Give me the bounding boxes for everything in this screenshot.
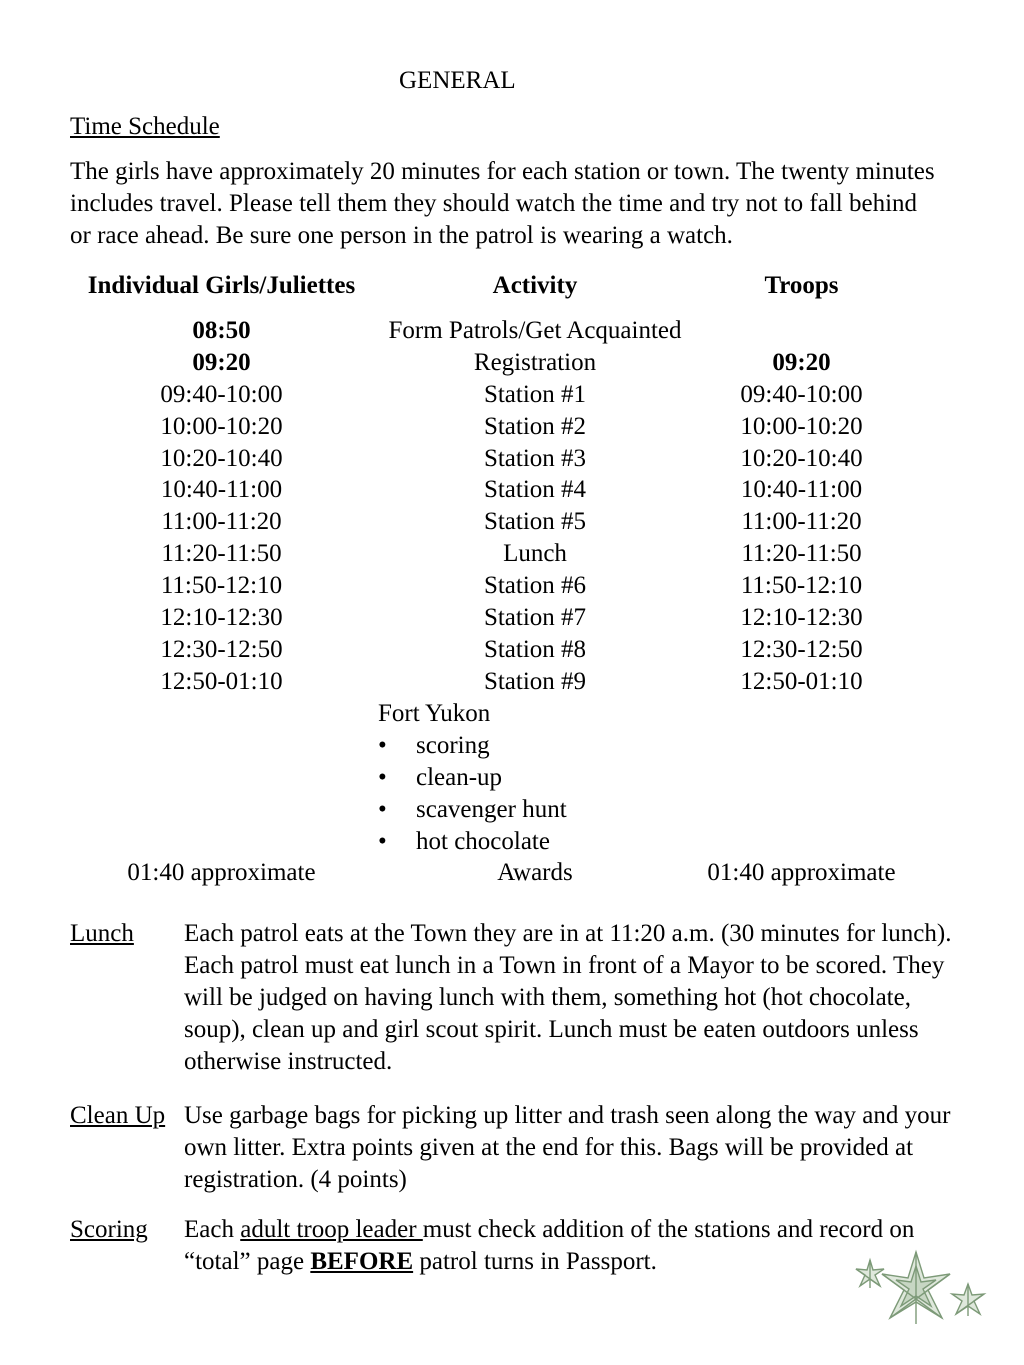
page-title: GENERAL — [399, 67, 516, 94]
scoring-text-2: must check addition of the stations and record on “total” page — [184, 1216, 915, 1275]
troops-time: 12:10-12:30 — [740, 604, 863, 632]
schedule-row — [0, 506, 1024, 538]
lunch-text: Each patrol eats at the Town they are in at 11:20 a.m. (30 minutes for lunch). Each patrol must eat lunch in a Town in front of a Mayor to be scored. They will be judged on having lunch with them, something hot (hot chocolate, soup), clean up and girl scout spirit. Lunch must be eaten outdoors unless otherwise instructed. — [184, 920, 952, 1075]
fort-yukon-item: • hot chocolate — [378, 826, 567, 858]
schedule-row — [0, 411, 1024, 443]
girls-time: 12:30-12:50 — [160, 635, 283, 663]
fort-yukon-item: • scoring — [378, 730, 567, 762]
awards-girls-time: 01:40 approximate — [127, 859, 316, 886]
header-troops: Troops — [764, 272, 839, 299]
small-snowflake-left-icon — [856, 1260, 884, 1288]
girls-time: 10:20-10:40 — [160, 444, 283, 472]
troops-time: 12:50-01:10 — [740, 667, 863, 695]
girls-time: 11:20-11:50 — [161, 540, 282, 568]
girls-time: 11:50-12:10 — [160, 572, 283, 600]
girls-time: 08:50 — [192, 317, 251, 344]
fort-yukon-list — [378, 730, 567, 858]
troops-time: 11:00-11:20 — [741, 508, 862, 536]
activity-name: Station #6 — [483, 572, 587, 600]
schedule-row — [0, 347, 1024, 379]
troops-time: 10:00-10:20 — [740, 412, 863, 440]
lunch-label: Lunch — [70, 920, 134, 947]
scoring-text-1: Each — [184, 1216, 241, 1243]
scoring-text — [184, 1214, 954, 1278]
activity-name: Station #3 — [483, 444, 587, 472]
activity-name: Station #4 — [483, 476, 587, 504]
time-schedule-intro — [70, 156, 940, 252]
header-girls: Individual Girls/Juliettes — [87, 272, 356, 299]
activity-name: Station #5 — [483, 508, 587, 536]
awards-activity: Awards — [497, 859, 573, 886]
schedule-row — [0, 315, 1024, 347]
activity-name: Station #8 — [483, 635, 587, 663]
schedule-rows — [0, 315, 1024, 698]
fort-yukon-item: • clean-up — [378, 762, 567, 794]
awards-troops-time: 01:40 approximate — [707, 859, 896, 886]
before-emphasis: BEFORE — [310, 1248, 414, 1275]
adult-troop-leader: adult troop leader — [240, 1216, 423, 1243]
time-schedule-heading: Time Schedule — [70, 113, 220, 140]
girls-time: 11:00-11:20 — [161, 508, 282, 536]
troops-time: 09:40-10:00 — [740, 380, 863, 408]
activity-name: Registration — [473, 348, 597, 376]
intro-text: The girls have approximately 20 minutes for each station or town. The twenty minutes includes travel. Please tell them they should watch the time and try not to fall behind or race ahead. Be sure one person in the patrol is wearing a watch. — [70, 158, 935, 249]
clean-up-label: Clean Up — [70, 1102, 166, 1129]
scoring-label: Scoring — [70, 1216, 148, 1243]
activity-name: Station #7 — [483, 604, 587, 632]
schedule-row — [0, 666, 1024, 698]
schedule-row — [0, 443, 1024, 475]
activity-name: Form Patrols/Get Acquainted — [388, 317, 682, 344]
schedule-row — [0, 379, 1024, 411]
fort-yukon-title: Fort Yukon — [378, 700, 491, 727]
troops-time: 11:50-12:10 — [740, 572, 863, 600]
girls-time: 10:40-11:00 — [160, 476, 283, 504]
girls-time: 12:50-01:10 — [160, 667, 283, 695]
fort-yukon-item: • scavenger hunt — [378, 794, 567, 826]
girls-time: 09:40-10:00 — [160, 380, 283, 408]
troops-time: 10:20-10:40 — [740, 444, 863, 472]
troops-time: 11:20-11:50 — [741, 540, 862, 568]
girls-time: 12:10-12:30 — [160, 604, 283, 632]
schedule-row — [0, 538, 1024, 570]
girls-time: 10:00-10:20 — [160, 412, 283, 440]
snowflake-cluster-icon — [848, 1248, 992, 1328]
activity-name: Station #9 — [483, 667, 587, 695]
small-snowflake-right-icon — [952, 1284, 984, 1316]
schedule-row — [0, 634, 1024, 666]
header-activity: Activity — [492, 272, 578, 299]
schedule-row — [0, 570, 1024, 602]
schedule-row — [0, 602, 1024, 634]
activity-name: Station #1 — [483, 380, 587, 408]
schedule-row — [0, 474, 1024, 506]
large-snowflake-icon — [882, 1252, 950, 1324]
troops-time: 10:40-11:00 — [740, 476, 863, 504]
troops-time: 09:20 — [772, 348, 831, 376]
troops-time: 12:30-12:50 — [740, 635, 863, 663]
scoring-text-3: patrol turns in Passport. — [413, 1248, 657, 1275]
clean-up-text: Use garbage bags for picking up litter and trash seen along the way and your own litter. Extra points given at the end for this. Bags will be provided at registration. (4 points) — [184, 1102, 951, 1193]
activity-name: Station #2 — [483, 412, 587, 440]
girls-time: 09:20 — [192, 348, 251, 376]
activity-name: Lunch — [503, 540, 567, 568]
